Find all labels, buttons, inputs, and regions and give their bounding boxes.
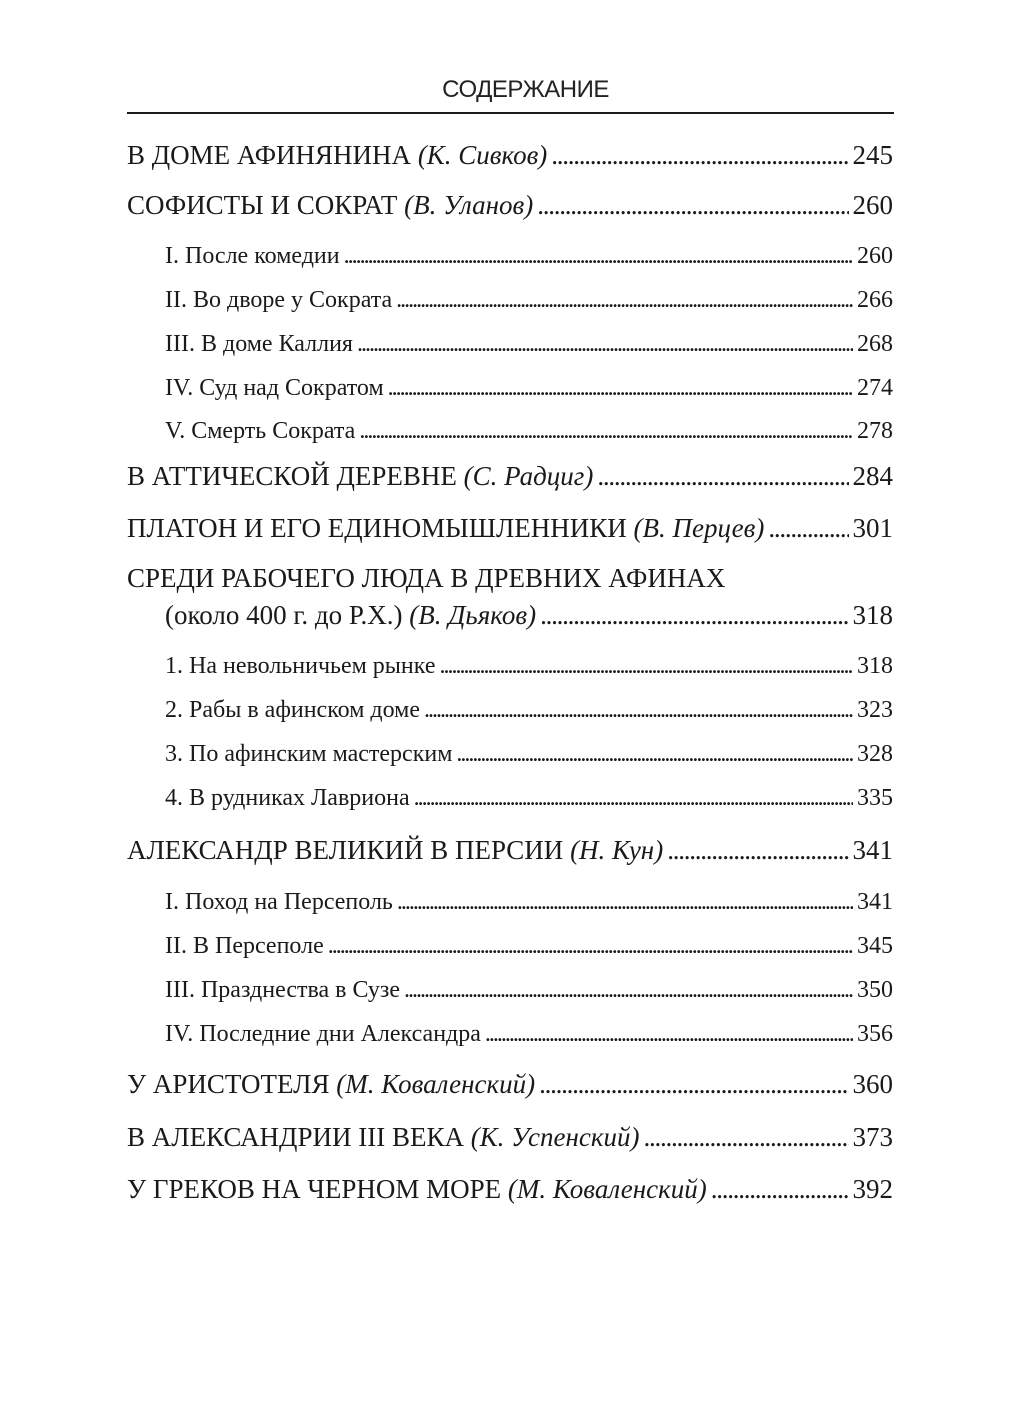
entry-title: ПЛАТОН И ЕГО ЕДИНОМЫШЛЕННИКИ (В. Перцев)	[127, 513, 765, 543]
entry-author: (М. Коваленский)	[507, 1174, 707, 1204]
entry-page-number: 341	[857, 889, 893, 915]
dot-leader	[344, 243, 853, 270]
dot-leader	[397, 889, 853, 916]
entry-title-continued: (около 400 г. до Р.Х.) (В. Дьяков)	[165, 600, 537, 630]
entry-author: (В. Уланов)	[404, 190, 534, 220]
dot-leader	[711, 1174, 849, 1205]
entry-title: 3. По афинским мастерским	[165, 741, 453, 767]
entry-page-number: 268	[857, 331, 893, 357]
toc-entry-top[interactable]	[0, 513, 1031, 544]
page-header: СОДЕРЖАНИЕ	[442, 76, 609, 103]
entry-page-number: 318	[852, 600, 893, 630]
dot-leader	[424, 697, 853, 724]
entry-page-number: 266	[857, 287, 893, 313]
toc-entry-sub[interactable]	[0, 375, 1031, 402]
toc-entry-top[interactable]	[0, 1069, 1031, 1100]
dot-leader	[396, 287, 853, 314]
dot-leader	[537, 190, 848, 221]
entry-author: (С. Радциг)	[463, 461, 594, 491]
entry-title: АЛЕКСАНДР ВЕЛИКИЙ В ПЕРСИИ (Н. Кун)	[127, 835, 664, 865]
entry-title: I. После комедии	[165, 243, 340, 269]
entry-page-number: 260	[852, 190, 893, 220]
toc-entry-top[interactable]	[0, 140, 1031, 171]
entry-title: II. В Персеполе	[165, 933, 324, 959]
entry-title: СРЕДИ РАБОЧЕГО ЛЮДА В ДРЕВНИХ АФИНАХ	[127, 563, 726, 593]
entry-author: (М. Коваленский)	[336, 1069, 536, 1099]
entry-page-number: 284	[852, 461, 893, 491]
entry-author: (К. Сивков)	[417, 140, 548, 170]
toc-entry-sub[interactable]	[0, 933, 1031, 960]
entry-title: I. Поход на Персеполь	[165, 889, 393, 915]
entry-page-number: 356	[857, 1021, 893, 1047]
toc-entry-top[interactable]	[0, 600, 1031, 631]
entry-author: (К. Успенский)	[470, 1122, 640, 1152]
dot-leader	[597, 461, 848, 492]
entry-title: В АЛЕКСАНДРИИ III ВЕКА (К. Успенский)	[127, 1122, 640, 1152]
toc-entry-top[interactable]	[0, 835, 1031, 866]
toc-entry-sub[interactable]	[0, 243, 1031, 270]
entry-page-number: 328	[857, 741, 893, 767]
entry-page-number: 323	[857, 697, 893, 723]
toc-entry-sub[interactable]	[0, 653, 1031, 680]
dot-leader	[644, 1122, 849, 1153]
entry-page-number: 245	[852, 140, 893, 170]
entry-title: 4. В рудниках Лавриона	[165, 785, 410, 811]
entry-page-number: 341	[852, 835, 893, 865]
entry-author: (В. Перцев)	[633, 513, 765, 543]
entry-page-number: 301	[852, 513, 893, 543]
toc-entry-sub[interactable]	[0, 331, 1031, 358]
entry-page-number: 278	[857, 418, 893, 444]
entry-title: II. Во дворе у Сократа	[165, 287, 393, 313]
toc-entry-sub[interactable]	[0, 785, 1031, 812]
entry-page-number: 392	[852, 1174, 893, 1204]
entry-title: 1. На невольничьем рынке	[165, 653, 436, 679]
dot-leader	[414, 785, 853, 812]
entry-author: (Н. Кун)	[570, 835, 664, 865]
entry-title: V. Смерть Сократа	[165, 418, 356, 444]
dot-leader	[540, 600, 848, 631]
entry-title: В АТТИЧЕСКОЙ ДЕРЕВНЕ (С. Радциг)	[127, 461, 594, 491]
toc-entry-top[interactable]	[0, 1174, 1031, 1205]
entry-page-number: 335	[857, 785, 893, 811]
dot-leader	[456, 741, 853, 768]
entry-page-number: 274	[857, 375, 893, 401]
toc-entry-sub[interactable]	[0, 697, 1031, 724]
entry-title: III. Празднества в Сузе	[165, 977, 400, 1003]
toc-entry-sub[interactable]	[0, 889, 1031, 916]
toc-entry-top[interactable]	[0, 190, 1031, 221]
dot-leader	[439, 653, 853, 680]
dot-leader	[328, 933, 853, 960]
entry-page-number: 350	[857, 977, 893, 1003]
entry-title: У ГРЕКОВ НА ЧЕРНОМ МОРЕ (М. Коваленский)	[127, 1174, 707, 1204]
entry-page-number: 360	[852, 1069, 893, 1099]
toc-entry-top[interactable]	[0, 1122, 1031, 1153]
entry-page-number: 318	[857, 653, 893, 679]
dot-leader	[388, 375, 853, 402]
entry-title: IV. Последние дни Александра	[165, 1021, 481, 1047]
toc-entry-sub[interactable]	[0, 418, 1031, 445]
entry-title: III. В доме Каллия	[165, 331, 353, 357]
entry-title: 2. Рабы в афинском доме	[165, 697, 420, 723]
entry-title: СОФИСТЫ И СОКРАТ (В. Уланов)	[127, 190, 534, 220]
toc-entry-sub[interactable]	[0, 287, 1031, 314]
entry-title: В ДОМЕ АФИНЯНИНА (К. Сивков)	[127, 140, 548, 170]
dot-leader	[551, 140, 848, 171]
toc-entry-top[interactable]	[0, 461, 1031, 492]
dot-leader	[768, 513, 848, 544]
dot-leader	[404, 977, 853, 1004]
toc-entry-sub[interactable]	[0, 977, 1031, 1004]
entry-page-number: 345	[857, 933, 893, 959]
dot-leader	[485, 1021, 853, 1048]
toc-entry-sub[interactable]	[0, 741, 1031, 768]
dot-leader	[667, 835, 848, 866]
dot-leader	[539, 1069, 848, 1100]
entry-author: (В. Дьяков)	[409, 600, 537, 630]
entry-page-number: 260	[857, 243, 893, 269]
entry-title: У АРИСТОТЕЛЯ (М. Коваленский)	[127, 1069, 536, 1099]
entry-page-number: 373	[852, 1122, 893, 1152]
entry-title: IV. Суд над Сократом	[165, 375, 384, 401]
dot-leader	[359, 418, 853, 445]
toc-entry-sub[interactable]	[0, 1021, 1031, 1048]
dot-leader	[357, 331, 853, 358]
